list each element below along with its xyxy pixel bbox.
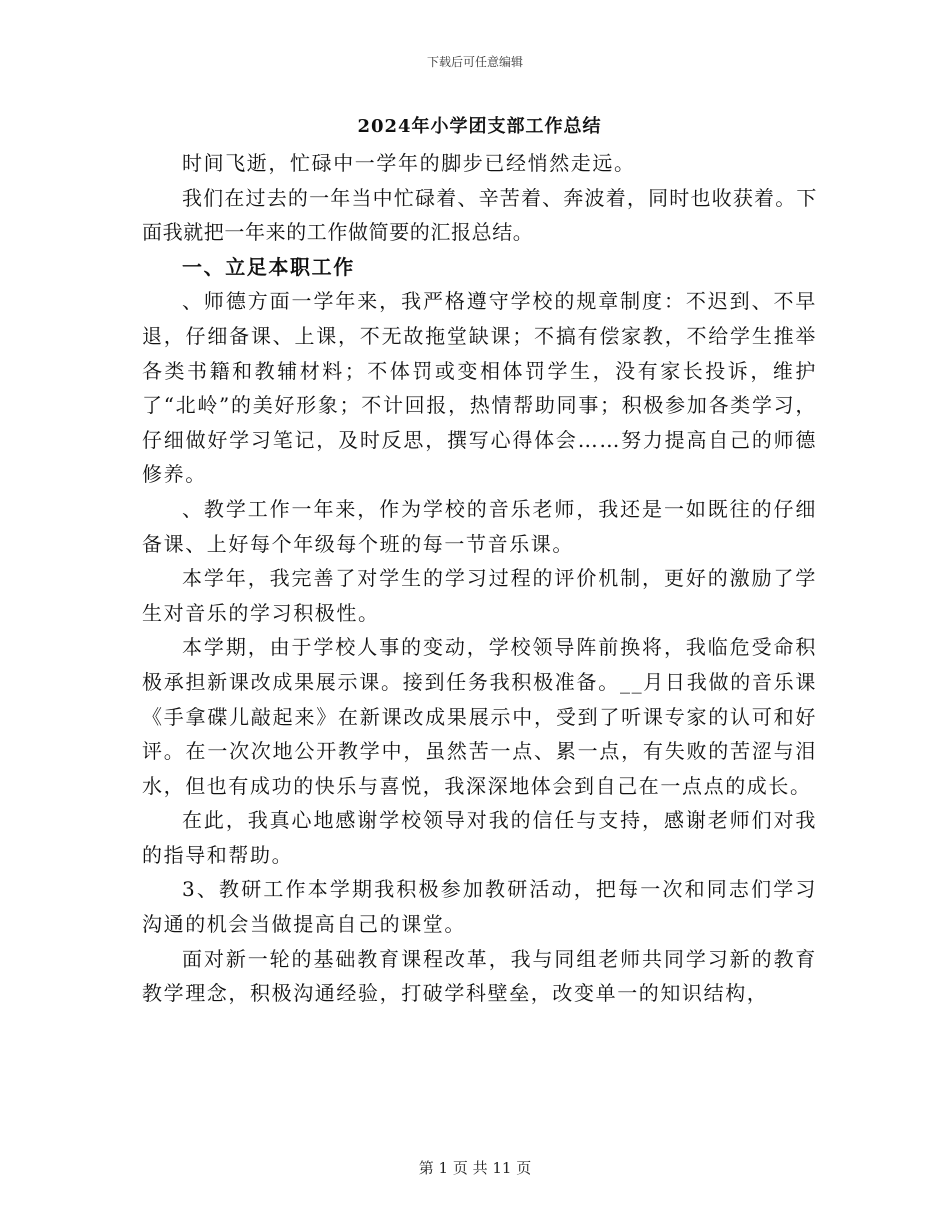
paragraph-evaluation: 本学年，我完善了对学生的学习过程的评价机制，更好的激励了学生对音乐的学习积极性。 (142, 566, 817, 625)
paragraph-intro-2: 我们在过去的一年当中忙碌着、辛苦着、奔波着，同时也收获着。下面我就把一年来的工作做简要的汇报总结。 (142, 185, 817, 245)
paragraph-teaching: 、教学工作一年来，作为学校的音乐老师，我还是一如既往的仔细备课、上好每个年级每个班的每一节音乐课。 (142, 496, 817, 556)
paragraph-ethics: 、师德方面一学年来，我严格遵守学校的规章制度：不迟到、不早退，仔细备课、上课，不无故拖堂缺课；不搞有偿家教，不给学生推举各类书籍和教辅材料；不体罚或变相体罚学生，没有家长投诉，维护了“北岭”的美好形象；不计回报，热情帮助同事；积极参加各类学习，仔细做好学习笔记，及时反思，撰写心得体会……努力提高自己的师德修养。 (142, 289, 817, 487)
paragraph-reform: 面对新一轮的基础教育课程改革，我与同组老师共同学习新的教育教学理念，积极沟通经验，打破学科壁垒，改变单一的知识结构， (142, 946, 817, 1006)
paragraph-showcase: 本学期，由于学校人事的变动，学校领导阵前换将，我临危受命积极承担新课改成果展示课。接到任务我积极准备。__月日我做的音乐课《手拿碟儿敲起来》在新课改成果展示中，受到了听课专家的认可和好评。在一次次地公开教学中，虽然苦一点、累一点，有失败的苦涩与泪水，但也有成功的快乐与喜悦，我深深地体会到自己在一点点的成长。 (142, 635, 817, 798)
header-note: 下载后可任意编辑 (426, 55, 523, 69)
paragraph-thanks: 在此，我真心地感谢学校领导对我的信任与支持，感谢老师们对我的指导和帮助。 (142, 808, 817, 867)
paragraph-research: 3、教研工作本学期我积极参加教研活动，把每一次和同志们学习沟通的机会当做提高自己的课堂。 (142, 877, 817, 937)
document-title: 2024年小学团支部工作总结 (357, 116, 602, 137)
document-body (142, 112, 817, 1011)
paragraph-intro-1: 时间飞逝，忙碌中一学年的脚步已经悄然走远。 (182, 151, 636, 175)
section-heading-1: 一、立足本职工作 (182, 254, 355, 279)
page-number: 第 1 页 共 11 页 (418, 1159, 532, 1177)
